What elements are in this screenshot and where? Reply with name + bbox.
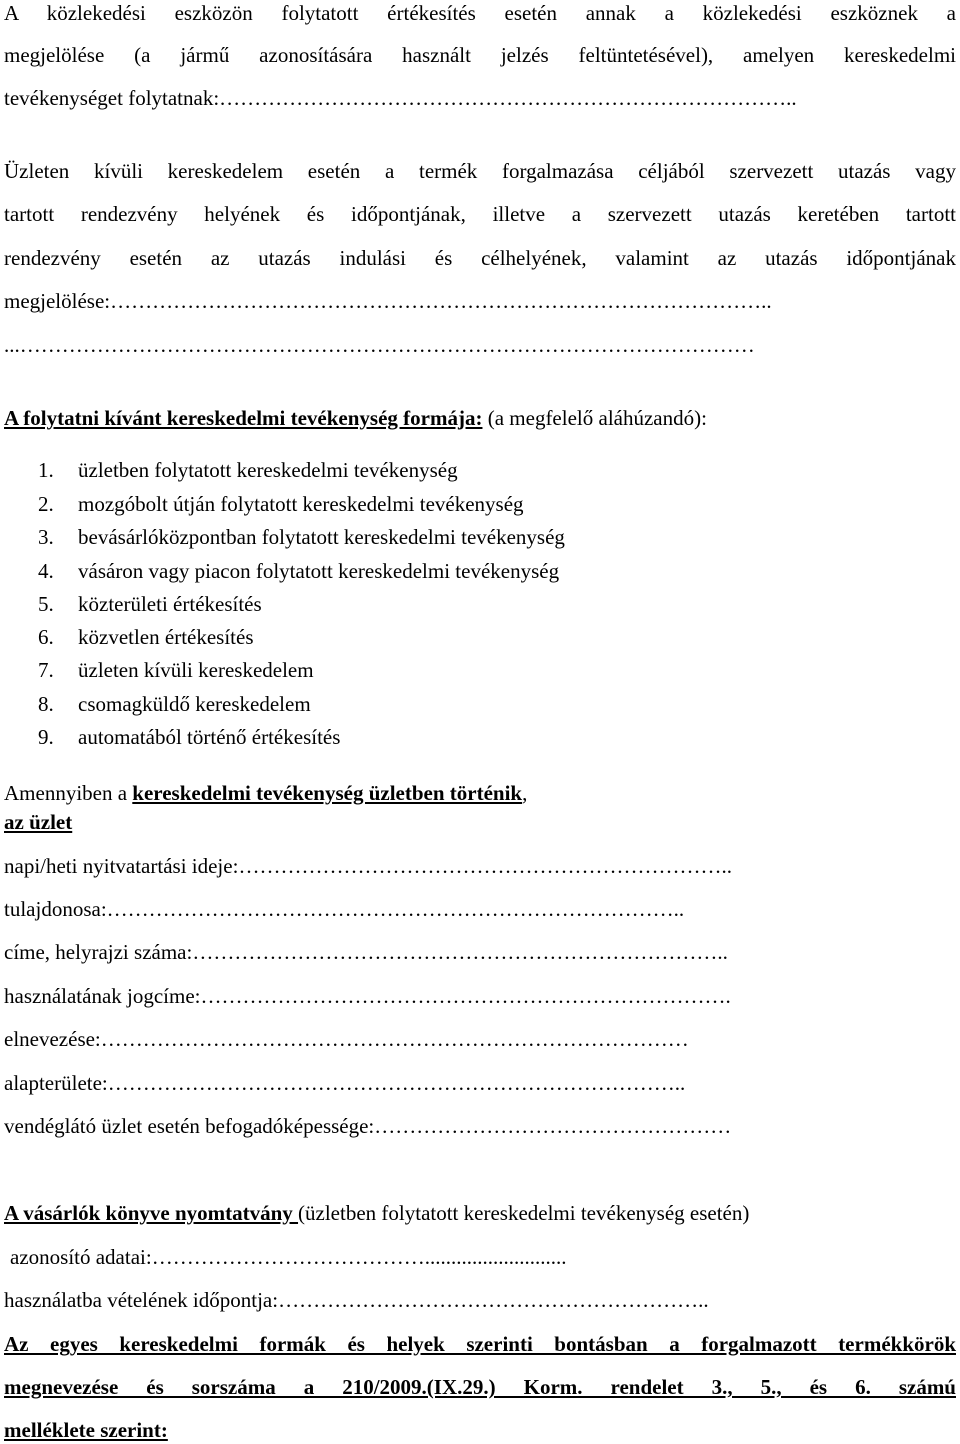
book-heading-line [4,1200,749,1226]
shop-heading-pre: Amennyiben a [4,781,133,805]
shop-field-opening-hours [4,853,732,879]
list-item[interactable] [38,457,458,483]
shop-field-legal-title [4,983,731,1009]
field-label: vendéglátó üzlet esetén befogadóképessége: [4,1114,375,1138]
shop-heading-underlined: kereskedelmi tevékenység üzletben történik [132,781,523,805]
list-item-label: közterületi értékesítés [78,592,262,616]
list-item[interactable] [38,657,314,683]
book-field-date [4,1287,709,1313]
shop-field-floor-area [4,1070,685,1096]
list-item-number: 2. [38,492,54,516]
form-section-heading: A folytatni kívánt kereskedelmi tevékenység formája: [4,406,483,430]
list-item[interactable] [38,691,311,717]
list-item-number: 8. [38,692,54,716]
offsite-field-label: megjelölése: [4,289,111,313]
shop-field-name [4,1026,689,1052]
list-item-number: 5. [38,592,54,616]
list-item[interactable] [38,724,340,750]
field-dots[interactable]: ………………………………………………………………….. [192,940,728,964]
form-section-note: (a megfelelő aláhúzandó): [482,406,707,430]
list-item[interactable] [38,591,262,617]
intro-line-3 [4,85,797,111]
field-label: tulajdonosa: [4,897,107,921]
shop-field-owner [4,896,684,922]
shop-heading-line [4,780,527,806]
shop-heading-post: , [522,781,528,805]
book-heading: A vásárlók könyve nyomtatvány [4,1201,299,1225]
list-item-label: automatából történő értékesítés [78,725,341,749]
intro-line-1: A közlekedési eszközön folytatott értékesítés esetén annak a közlekedési eszköznek a [4,1,956,25]
footer-line-1: Az egyes kereskedelmi formák és helyek szerinti bontásban a forgalmazott termékkörök [4,1332,956,1356]
field-dots[interactable]: …………………………………………………….. [278,1288,709,1312]
field-dots[interactable]: …………………………………………………………….. [238,854,732,878]
field-label: azonosító adatai: [10,1245,152,1269]
form-section-heading-line [4,405,707,431]
list-item-label: mozgóbolt útján folytatott kereskedelmi tevékenység [78,492,524,516]
shop-field-capacity [4,1113,731,1139]
list-item-number: 6. [38,625,54,649]
book-heading-note: (üzletben folytatott kereskedelmi tevékenység esetén) [298,1201,750,1225]
field-dots[interactable]: ………………………………………………………………………… [100,1027,689,1051]
vehicle-field-dots[interactable]: ……………………………………………………………………….. [219,86,797,110]
intro-line-2: megjelölése (a jármű azonosítására használt jelzés feltüntetésével), amelyen kereskedelmi [4,43,956,67]
field-label: használatának jogcíme: [4,984,201,1008]
field-label: alapterülete: [4,1071,108,1095]
field-dots[interactable]: ……………………………………………………………………….. [107,1071,686,1095]
field-dots[interactable]: …………………………………........................... [151,1245,567,1269]
list-item[interactable] [38,491,524,517]
shop-subheading: az üzlet [4,810,73,834]
list-item-label: csomagküldő kereskedelem [78,692,311,716]
list-item-label: üzleten kívüli kereskedelem [78,658,314,682]
field-label: használatba vételének időpontja: [4,1288,279,1312]
list-item-label: vásáron vagy piacon folytatott kereskedelmi tevékenység [78,559,560,583]
offsite-line-5[interactable]: ...…………………………………………………………………………………………… [4,333,755,357]
list-item-label: bevásárlóközpontban folytatott kereskedelmi tevékenység [78,525,565,549]
list-item-number: 7. [38,658,54,682]
field-label: napi/heti nyitvatartási ideje: [4,854,239,878]
list-item[interactable] [38,524,565,550]
offsite-line-2: tartott rendezvény helyének és időpontjának, illetve a szervezett utazás keretében tartott [4,202,956,226]
field-dots[interactable]: …………………………………………… [374,1114,732,1138]
offsite-field-dots[interactable]: ………………………………………………………………………………….. [110,289,772,313]
list-item[interactable] [38,624,254,650]
book-field-id [10,1244,566,1270]
list-item-number: 3. [38,525,54,549]
field-label: elnevezése: [4,1027,101,1051]
field-dots[interactable]: …………………………………………………………………. [200,984,731,1008]
footer-line-2: megnevezése és sorszáma a 210/2009.(IX.29.) Korm. rendelet 3., 5., és 6. számú [4,1375,956,1399]
field-dots[interactable]: ……………………………………………………………………….. [106,897,685,921]
list-item-number: 4. [38,559,54,583]
list-item[interactable] [38,558,559,584]
list-item-label: üzletben folytatott kereskedelmi tevékenység [78,458,458,482]
offsite-line-4 [4,288,772,314]
offsite-line-3: rendezvény esetén az utazás indulási és célhelyének, valamint az utazás időpontjának [4,246,956,270]
list-item-label: közvetlen értékesítés [78,625,254,649]
shop-field-address [4,939,728,965]
vehicle-field-label: tevékenységet folytatnak: [4,86,220,110]
offsite-line-1: Üzleten kívüli kereskedelem esetén a termék forgalmazása céljából szervezett utazás vagy [4,159,956,183]
list-item-number: 1. [38,458,54,482]
footer-line-3: melléklete szerint: [4,1418,168,1442]
field-label: címe, helyrajzi száma: [4,940,193,964]
list-item-number: 9. [38,725,54,749]
